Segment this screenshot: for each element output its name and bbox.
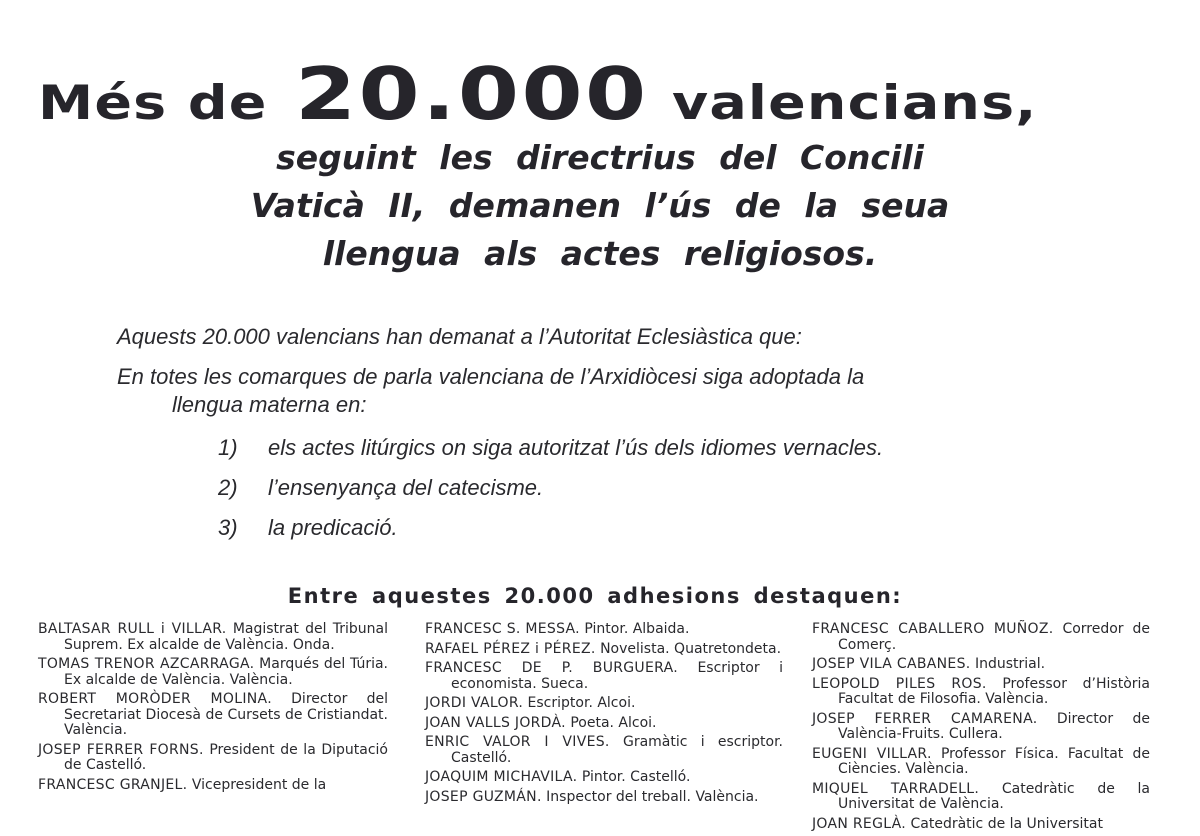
intro-text: [117, 320, 1097, 422]
signatory-entry: [812, 677, 1150, 708]
signatory-desc: Catedràtic de la Universitat: [910, 815, 1103, 832]
signatory-desc: Corredor de Comerç.: [838, 621, 1150, 653]
signatory-name: ROBERT MORÒDER MOLINA.: [38, 691, 272, 707]
signatory-desc: Marqués del Túria. Ex alcalde de València. València.: [64, 656, 388, 688]
subheadline-line: Vaticà II, demanen l’ús de la seua: [250, 186, 950, 225]
signatory-desc: Vicepresident de la: [191, 776, 327, 793]
signatory-entry: [425, 661, 783, 692]
signatory-entry: [812, 747, 1150, 778]
signatory-desc: Professor d’Història Facultat de Filosofia. València.: [838, 675, 1150, 707]
request-text: els actes litúrgics on siga autoritzat l’ús dels idiomes vernacles.: [268, 435, 884, 460]
requests-list: [218, 428, 1068, 548]
signatory-desc: Magistrat del Tribunal Suprem. Ex alcalde de València. Onda.: [64, 621, 389, 653]
signatory-desc: President de la Diputació de Castelló.: [64, 741, 388, 773]
subheadline-line: llengua als actes religiosos.: [322, 234, 878, 273]
request-text: la predicació.: [268, 515, 398, 540]
signatories-column-1: [38, 622, 388, 797]
signatory-entry: [38, 778, 388, 794]
signatory-name: JOAQUIM MICHAVILA.: [425, 769, 578, 785]
signatories-column-3: [812, 622, 1150, 836]
signatory-name: JORDI VALOR.: [425, 695, 524, 711]
signatory-name: ENRIC VALOR I VIVES.: [425, 734, 610, 750]
signatory-name: TOMAS TRENOR AZCARRAGA.: [38, 656, 255, 672]
signatory-name: JOAN REGLÀ.: [812, 815, 907, 832]
request-item: [218, 468, 1068, 508]
signatory-name: JOSEP VILA CABANES.: [812, 656, 971, 672]
signatory-name: JOSEP FERRER CAMARENA.: [812, 710, 1038, 727]
signatory-entry: [812, 712, 1150, 743]
headline-number: 20.000: [294, 52, 649, 136]
request-item: [218, 508, 1068, 548]
subheadline: [150, 134, 1050, 278]
intro-paragraph: [117, 360, 1097, 422]
signatory-name: JOSEP FERRER FORNS.: [38, 741, 204, 758]
headline-suffix: valencians,: [672, 76, 1038, 131]
signatory-entry: [812, 782, 1150, 813]
signatory-name: JOSEP GUZMÁN.: [425, 788, 542, 805]
signatory-desc: Poeta. Alcoi.: [570, 714, 657, 731]
intro-paragraph: Aquests 20.000 valencians han demanat a l’Autoritat Eclesiàstica que:: [117, 324, 802, 349]
intro-line: En totes les comarques de parla valenciana de l’Arxidiòcesi siga adoptada la: [117, 364, 865, 389]
signatory-entry: [425, 790, 783, 806]
signatory-entry: [425, 696, 783, 712]
signatory-entry: [425, 642, 783, 658]
signatory-desc: Escriptor i economista. Sueca.: [451, 660, 783, 692]
signatory-desc: Escriptor. Alcoi.: [527, 695, 636, 711]
headline-prefix: Més de: [38, 76, 268, 131]
signatory-desc: Director del Secretariat Diocesà de Cursets de Cristiandat. València.: [64, 691, 388, 738]
headline: [38, 52, 1158, 136]
signatory-entry: [38, 622, 388, 653]
request-item: [218, 428, 1068, 468]
signatory-name: FRANCESC GRANJEL.: [38, 776, 188, 793]
signatory-entry: [812, 622, 1150, 653]
signatories-column-2: [425, 622, 783, 809]
request-text: l’ensenyança del catecisme.: [268, 475, 544, 500]
signatory-desc: Novelista. Quatretondeta.: [600, 640, 782, 657]
signatory-desc: Pintor. Albaida.: [584, 621, 690, 637]
signatory-name: FRANCESC DE P. BURGUERA.: [425, 660, 678, 676]
signatory-desc: Industrial.: [974, 656, 1046, 672]
signatory-entry: [38, 657, 388, 688]
signatory-desc: Catedràtic de la Universitat de València.: [838, 780, 1150, 812]
signatory-entry: [38, 692, 388, 739]
intro-line: llengua materna en:: [172, 392, 367, 417]
signatory-name: RAFAEL PÉREZ i PÉREZ.: [425, 640, 596, 657]
signatory-desc: Professor Física. Facultat de Ciències. València.: [838, 745, 1151, 777]
signatory-entry: [425, 716, 783, 732]
request-number: 3): [218, 515, 238, 540]
signatory-name: BALTASAR RULL i VILLAR.: [38, 621, 227, 637]
signatories-title: Entre aquestes 20.000 adhesions destaquen:: [287, 584, 903, 608]
signatory-desc: Pintor. Castelló.: [581, 769, 691, 785]
subheadline-line: seguint les directrius del Concili: [276, 138, 924, 177]
signatory-desc: Director de València-Fruits. Cullera.: [838, 710, 1150, 742]
signatory-name: FRANCESC S. MESSA.: [425, 621, 580, 637]
signatory-entry: [38, 743, 388, 774]
signatory-name: EUGENI VILLAR.: [812, 745, 932, 762]
signatory-desc: Inspector del treball. València.: [546, 788, 759, 805]
request-number: 2): [218, 475, 238, 500]
signatory-entry: [425, 735, 783, 766]
signatory-name: MIQUEL TARRADELL.: [812, 780, 980, 797]
signatory-name: JOAN VALLS JORDÀ.: [425, 714, 566, 731]
signatory-name: FRANCESC CABALLERO MUÑOZ.: [812, 621, 1054, 637]
signatory-desc: Gramàtic i escriptor. Castelló.: [451, 734, 783, 766]
signatory-entry: [812, 657, 1150, 673]
signatory-name: LEOPOLD PILES ROS.: [812, 675, 987, 692]
request-number: 1): [218, 435, 238, 460]
signatory-entry: [425, 622, 783, 638]
signatory-entry: [425, 770, 783, 786]
